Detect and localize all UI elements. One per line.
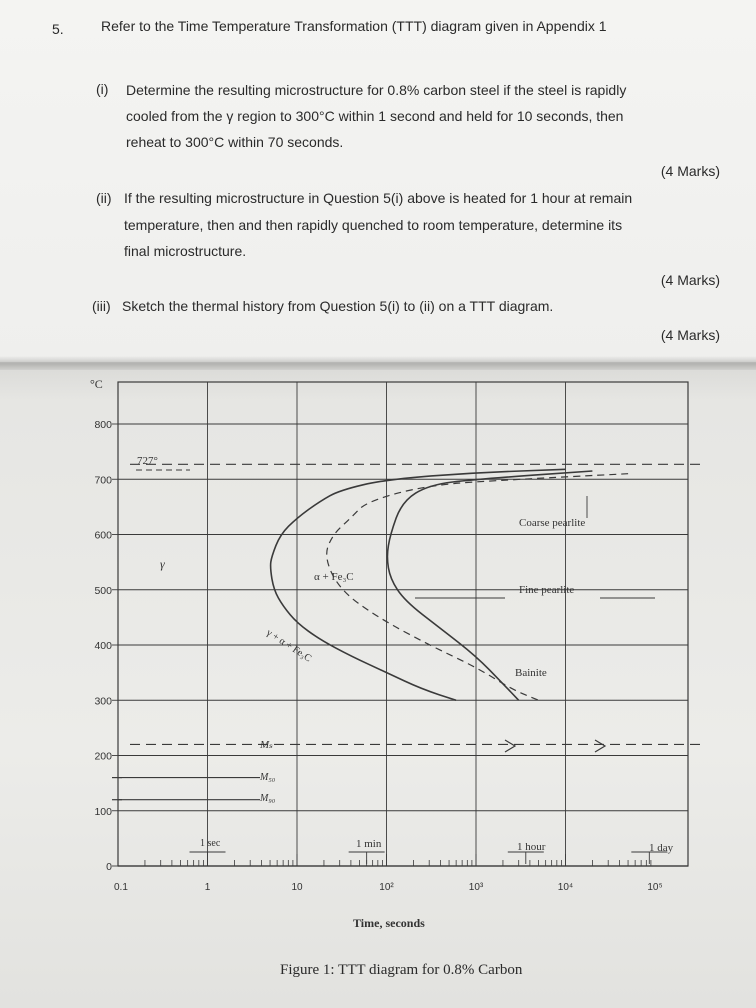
y-unit-label: °C: [90, 377, 103, 391]
m50-label: M₅₀: [260, 772, 276, 783]
part-iii-line-1: Sketch the thermal history from Question 5(i) to (ii) on a TTT diagram.: [122, 298, 554, 314]
alpha-fe3c-label: α + Fe₃C: [314, 571, 354, 583]
chart-ticks: [94, 419, 688, 893]
y-tick-label: 300: [94, 695, 112, 708]
figure-caption: Figure 1: TTT diagram for 0.8% Carbon: [280, 962, 523, 978]
chart-labels: [90, 377, 674, 930]
chart-grid: [118, 382, 688, 866]
y-tick-label: 200: [94, 750, 112, 763]
chart-curves: [112, 464, 706, 799]
x-tick-label: 10⁴: [557, 882, 574, 893]
y-tick-label: 400: [94, 640, 112, 652]
y-tick-label: 100: [94, 805, 112, 818]
x-tick-label: 10⁵: [647, 882, 663, 893]
gamma-alpha-fe3c-label: γ + α + Fe₃C: [264, 627, 314, 665]
y-tick-label: 700: [94, 474, 112, 487]
y-tick-label: 600: [94, 529, 112, 542]
bainite-label: Bainite: [515, 667, 547, 679]
part-i-marks: (4 Marks): [660, 163, 720, 179]
m90-label: M₉₀: [260, 793, 276, 804]
part-ii-line-1: If the resulting microstructure in Question 5(i) above is heated for 1 hour at remain: [124, 190, 633, 206]
part-iii-marks: (4 Marks): [660, 327, 720, 343]
x-tick-label: 0.1: [114, 882, 128, 893]
gamma-region-label: γ: [160, 557, 165, 571]
marker-1-hour: 1 hour: [517, 841, 546, 853]
part-i-line-3: reheat to 300°C within 70 seconds.: [126, 134, 344, 150]
x-axis-title: Time, seconds: [353, 916, 425, 930]
marker-1-sec: 1 sec: [200, 838, 221, 849]
x-tick-label: 10³: [468, 882, 484, 893]
eutectoid-label: 727°: [137, 455, 158, 467]
y-tick-label: 500: [94, 584, 112, 597]
part-ii-line-3: final microstructure.: [124, 243, 247, 259]
ms-label: Mₛ: [260, 739, 273, 751]
ttt-diagram: [0, 362, 756, 962]
part-ii-marks: (4 Marks): [660, 272, 720, 288]
question-number: 5.: [52, 21, 64, 37]
y-tick-label: 800: [94, 419, 112, 431]
x-tick-label: 1: [204, 882, 211, 893]
fine-pearlite-label: Fine pearlite: [519, 584, 575, 596]
part-ii-label: (ii): [96, 190, 112, 206]
bainite-arrowhead: [595, 740, 605, 752]
part-iii-label: (iii): [92, 298, 111, 314]
part-ii-line-2: temperature, then and then rapidly quenched to room temperature, determine its: [124, 217, 623, 233]
x-tick-label: 10: [291, 882, 303, 893]
bainite-arrowhead: [505, 740, 515, 752]
part-i-label: (i): [96, 81, 109, 97]
question-intro: Refer to the Time Temperature Transformation (TTT) diagram given in Appendix 1: [101, 18, 607, 34]
marker-1-min: 1 min: [356, 838, 382, 850]
plot-frame: [118, 382, 688, 866]
part-i-line-2: cooled from the γ region to 300°C within 1 second and held for 10 seconds, then: [126, 108, 624, 124]
y-tick-label: 0: [106, 861, 112, 873]
part-i-line-1: Determine the resulting microstructure for 0.8% carbon steel if the steel is rapidly: [126, 82, 627, 98]
x-tick-label: 10²: [379, 882, 394, 893]
marker-1-day: 1 day: [649, 842, 674, 854]
coarse-pearlite-label: Coarse pearlite: [519, 517, 586, 529]
